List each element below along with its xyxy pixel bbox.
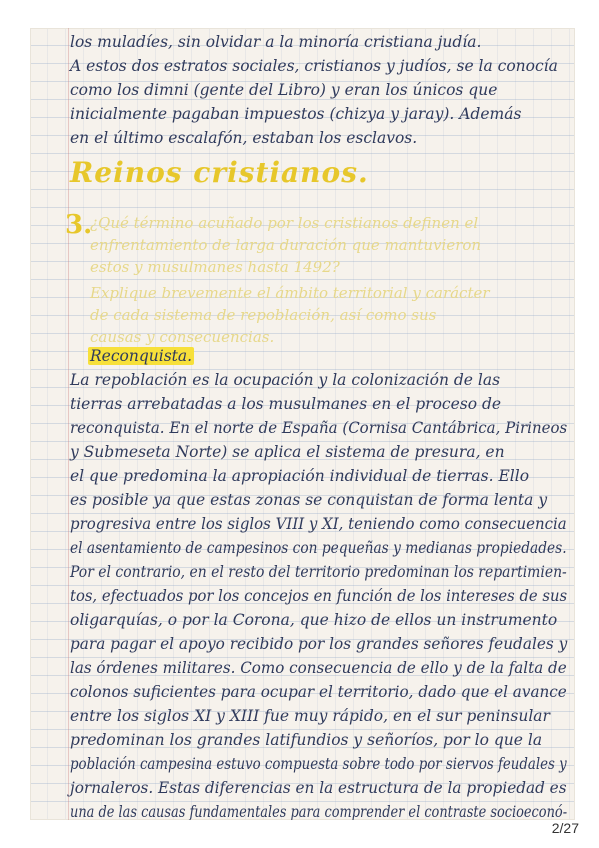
- page-number: 2/27: [551, 820, 579, 836]
- top-line: como los dimni (gente del Libro) y eran los únicos que: [70, 81, 498, 99]
- body-line: predominan los grandes latifundios y señoríos, por lo que la: [70, 731, 543, 749]
- body-line: La repoblación es la ocupación y la colonización de las: [70, 371, 501, 389]
- body-line: progresiva entre los siglos VIII y XI, teniendo como consecuencia: [70, 515, 567, 533]
- body-line: tos, efectuados por los concejos en función de los intereses de sus: [70, 587, 568, 605]
- body-line: las órdenes militares. Como consecuencia de ello y de la falta de: [70, 659, 567, 677]
- question-line: de cada sistema de repoblación, así como sus: [90, 306, 437, 324]
- body-line: tierras arrebatadas a los musulmanes en el proceso de: [70, 395, 502, 413]
- body-line: población campesina estuvo compuesta sobre todo por siervos feudales y: [70, 755, 567, 773]
- body-line: oligarquías, o por la Corona, que hizo de ellos un instrumento: [70, 611, 558, 629]
- top-line: los muladíes, sin olvidar a la minoría cristiana judía.: [70, 33, 482, 51]
- question-line: ¿Qué término acuñado por los cristianos definen el: [90, 214, 479, 232]
- question-line: estos y musulmanes hasta 1492?: [90, 258, 340, 276]
- body-line: el que predomina la apropiación individual de tierras. Ello: [70, 467, 530, 485]
- body-line: es posible ya que estas zonas se conquistan de forma lenta y: [70, 491, 548, 509]
- top-line: A estos dos estratos sociales, cristianos y judíos, se la conocía: [70, 57, 558, 75]
- body-line: jornaleros. Estas diferencias en la estructura de la propiedad es: [70, 779, 567, 797]
- notebook-page: [30, 28, 575, 820]
- answer-title: [88, 344, 194, 368]
- question-number: 3.: [65, 210, 93, 240]
- margin-line: [68, 28, 69, 820]
- top-line: inicialmente pagaban impuestos (chizya y jaray). Además: [70, 105, 522, 123]
- body-line: colonos suficientes para ocupar el territorio, dado que el avance: [70, 683, 567, 701]
- body-line: Por el contrario, en el resto del territorio predominan los repartimien-: [70, 563, 567, 581]
- question-line: Explique brevemente el ámbito territorial y carácter: [90, 284, 490, 302]
- question-line: causas y consecuencias.: [90, 328, 275, 346]
- answer-title-text: Reconquista.: [90, 347, 193, 365]
- section-heading: Reinos cristianos.: [70, 156, 369, 189]
- body-line: el asentamiento de campesinos con pequeñas y medianas propiedades.: [70, 539, 567, 557]
- question-line: enfrentamiento de larga duración que mantuvieron: [90, 236, 482, 254]
- body-line: una de las causas fundamentales para comprender el contraste socioeconó-: [70, 803, 568, 820]
- body-line: para pagar el apoyo recibido por los grandes señores feudales y: [70, 635, 568, 653]
- top-line: en el último escalafón, estaban los esclavos.: [70, 129, 418, 147]
- body-line: entre los siglos XI y XIII fue muy rápido, en el sur peninsular: [70, 707, 550, 725]
- body-line: y Submeseta Norte) se aplica el sistema de presura, en: [70, 443, 505, 461]
- body-line: reconquista. En el norte de España (Cornisa Cantábrica, Pirineos: [70, 419, 568, 437]
